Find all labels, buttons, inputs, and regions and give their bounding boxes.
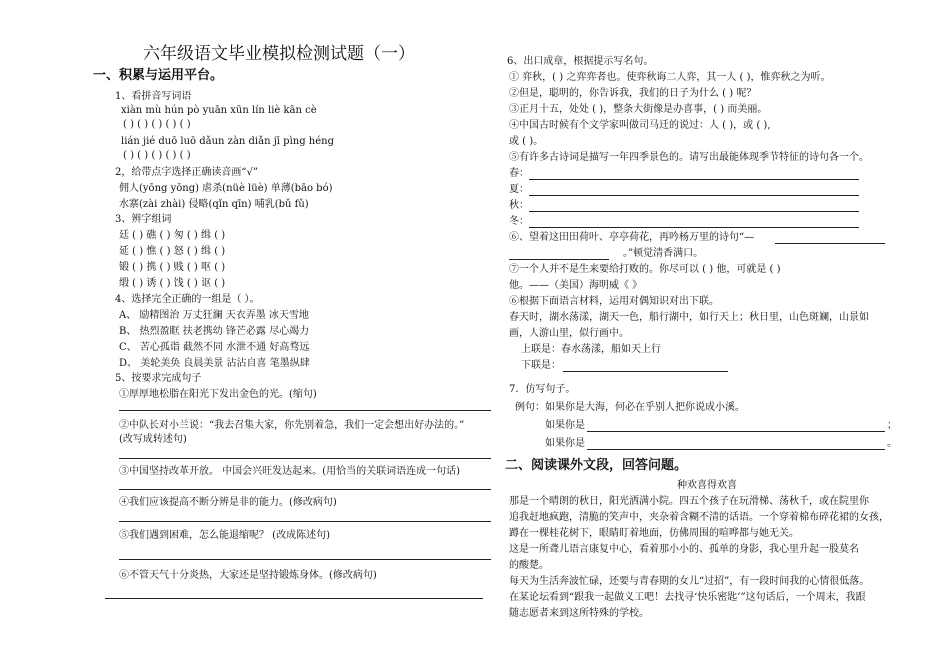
pinyin-row-2: lián jié duō luō dǎun zàn diǎn jī pìng héng xyxy=(121,136,335,147)
lower-couplet-label: 下联是： xyxy=(521,360,561,371)
q5-heading: 5、按要求完成句子 xyxy=(115,373,202,384)
choice-row: C、 苦心孤诣 截然不同 水泄不通 好高骛远 xyxy=(119,342,310,353)
quote-task-6-cont: 。”顿觉清香满口。 xyxy=(623,248,704,259)
answer-line[interactable] xyxy=(529,195,859,196)
imitation-prompt-2: 如果你是 xyxy=(545,438,585,449)
example-sentence: 例句：如果你是大海，何必在乎别人把你说成小溪。 xyxy=(515,402,745,413)
quote-task-1: ① 弈秋，( ) 之弈弈者也。使弈秋诲二人弈，其一人 ( )，惟弈秋之为听。 xyxy=(509,72,831,83)
sentence-task-4: ④我们应该提高不断分辨是非的能力。(修改病句) xyxy=(119,497,337,508)
choice-row: D、 美轮美奂 良晨美景 沾沾自喜 笔墨纵肆 xyxy=(119,358,310,369)
season-autumn-label: 秋： xyxy=(509,200,529,211)
q2-heading: 2，给带点字选择正确读音画“√” xyxy=(115,167,258,178)
q6-heading: 6、出口成章，根据提示写名句。 xyxy=(507,56,654,67)
quote-task-2: ②但是，聪明的，你告诉我，我们的日子为什么 ( ) 呢？ xyxy=(509,88,757,99)
char-row: 廷 ( ) 礁 ( ) 匆 ( ) 缉 ( ) xyxy=(119,230,226,241)
sentence-task-2: ②中队长对小兰说：“我去召集大家，你先别着急，我们一定会想出好办法的。” xyxy=(119,420,465,431)
reading-paragraph-line: 每天为生活奔波忙碌，还要与青春期的女儿“过招”，有一段时间我的心情很低落。 xyxy=(509,576,870,587)
pronunciation-row-1: 佣人(yōng yōng) 虐杀(nüè lüè) 单薄(bāo bó) xyxy=(119,183,333,194)
reading-paragraph-line: 那是一个晴朗的秋日，阳光洒满小院。四五个孩子在玩滑梯、荡秋千，或在院里你 xyxy=(509,496,869,507)
answer-line[interactable] xyxy=(119,489,491,490)
couplet-passage: 春天时，湖水荡漾，湖天一色，船行湖中，如行天上；秋日里，山色斑斓，山景如 xyxy=(509,312,869,323)
answer-line[interactable] xyxy=(119,458,491,459)
choice-row: A、 励精图治 万丈狂澜 天衣弄墨 冰天雪地 xyxy=(119,310,309,321)
char-row: 缎 ( ) 诱 ( ) 饯 ( ) 讴 ( ) xyxy=(119,278,226,289)
sentence-task-1: ①厚厚地松脂在阳光下发出金色的光。(缩句) xyxy=(119,389,317,400)
char-row: 延 ( ) 憔 ( ) 怒 ( ) 缉 ( ) xyxy=(119,246,226,257)
semicolon: ； xyxy=(887,420,897,431)
sentence-task-2-instruction: (改写成转述句) xyxy=(119,434,187,445)
quote-task-4: ④中国古时候有个文学家叫做司马迁的说过：人 ( )，或 ( ), xyxy=(509,120,771,131)
q4-heading: 4、选择完全正确的一组是（ ）。 xyxy=(115,294,260,305)
quote-task-7: ⑦一个人并不是生来要给打败的。你尽可以 ( ) 他，可就是 ( ) xyxy=(509,264,781,275)
reading-paragraph-line: 这是一所聋儿语言康复中心，看着那小小的、孤单的身影，我心里升起一股莫名 xyxy=(509,544,859,555)
q3-heading: 3、辨字组词 xyxy=(115,214,172,225)
quote-task-3: ③正月十五，处处 ( )，整条大街像是办喜事，( ) 而美丽。 xyxy=(509,104,768,115)
quote-task-5: ⑤有许多古诗词是描写一年四季景色的。请写出最能体现季节特征的诗句各一个。 xyxy=(509,152,869,163)
answer-boxes-row-2[interactable]: ( ) ( ) ( ) ( ) ( ) xyxy=(123,150,191,161)
reading-paragraph-line: 在某论坛看到“跟我一起做义工吧！去找寻‘快乐密匙’”这句话后，一个周末，我跟 xyxy=(509,592,866,603)
answer-line[interactable] xyxy=(529,211,859,212)
reading-paragraph-line: 追我赶地疯跑，清脆的笑声中，夹杂着含糊不清的话语。一个穿着棉布碎花裙的女孩， xyxy=(509,512,889,523)
quote-task-4-cont: 或 ( )。 xyxy=(509,136,544,147)
answer-boxes-row-1[interactable]: ( ) ( ) ( ) ( ) ( ) xyxy=(123,119,191,130)
answer-line[interactable] xyxy=(105,598,483,599)
answer-line[interactable] xyxy=(119,521,491,522)
answer-line[interactable] xyxy=(529,227,859,228)
sentence-task-5: ⑤我们遇到困难，怎么能退缩呢？ (改成陈述句) xyxy=(119,530,330,541)
q1-heading: 1、看拼音写词语 xyxy=(115,91,192,102)
answer-line[interactable] xyxy=(587,431,885,432)
reading-paragraph-line: 蹲在一棵桂花树下，眼睛盯着地面，仿佛周围的喧哗都与她无关。 xyxy=(509,528,799,539)
period: 。 xyxy=(887,438,897,449)
season-winter-label: 冬： xyxy=(509,216,529,227)
q7-heading: 7．仿写句子。 xyxy=(509,384,576,395)
page-title: 六年级语文毕业模拟检测试题（一） xyxy=(143,44,415,64)
section-1-heading: 一、积累与运用平台。 xyxy=(93,68,224,83)
sentence-task-3: ③中国坚持改革开放。 中国会兴旺发达起来。(用恰当的关联词语连成一句话) xyxy=(119,466,460,477)
answer-line[interactable] xyxy=(563,371,728,372)
section-2-heading: 二、阅读课外文段，回答问题。 xyxy=(505,458,688,473)
answer-line[interactable] xyxy=(775,243,885,244)
quote-task-7-source: 他。——（美国）海明威《 》 xyxy=(509,280,643,291)
pronunciation-row-2: 水寨(zài zhài) 侵略(qǐn qīn) 哺乳(bǔ fǔ) xyxy=(119,199,309,210)
reading-title: 种欢喜得欢喜 xyxy=(677,480,737,491)
season-summer-label: 夏： xyxy=(509,184,529,195)
choice-row: B、 热烈盈眶 扶老携幼 锋芒必露 尽心竭力 xyxy=(119,326,310,337)
answer-line[interactable] xyxy=(529,179,859,180)
answer-line[interactable] xyxy=(509,259,609,260)
answer-line[interactable] xyxy=(587,449,885,450)
pinyin-row-1: xiàn mù hún pò yuān xūn lín liè kān cè xyxy=(121,105,317,116)
reading-paragraph-line: 随志愿者来到这所特殊的学校。 xyxy=(509,608,649,619)
reading-paragraph-line: 的酸楚。 xyxy=(509,560,549,571)
season-spring-label: 春： xyxy=(509,168,529,179)
couplet-passage-cont: 画，人游山里，似行画中。 xyxy=(509,328,629,339)
imitation-prompt-1: 如果你是 xyxy=(545,420,585,431)
couplet-task: ⑥根据下面语言材料，运用对偶知识对出下联。 xyxy=(509,296,719,307)
answer-line[interactable] xyxy=(119,410,491,411)
answer-line[interactable] xyxy=(119,559,491,560)
quote-task-6: ⑥、望着这田田荷叶、亭亭荷花，再吟杨万里的诗句“— xyxy=(509,232,755,243)
upper-couplet: 上联是：春水荡漾，船如天上行 xyxy=(521,344,661,355)
sentence-task-6: ⑥不管天气十分炎热，大家还是坚持锻炼身体。(修改病句) xyxy=(119,570,377,581)
char-row: 锻 ( ) 携 ( ) 贱 ( ) 呕 ( ) xyxy=(119,262,226,273)
